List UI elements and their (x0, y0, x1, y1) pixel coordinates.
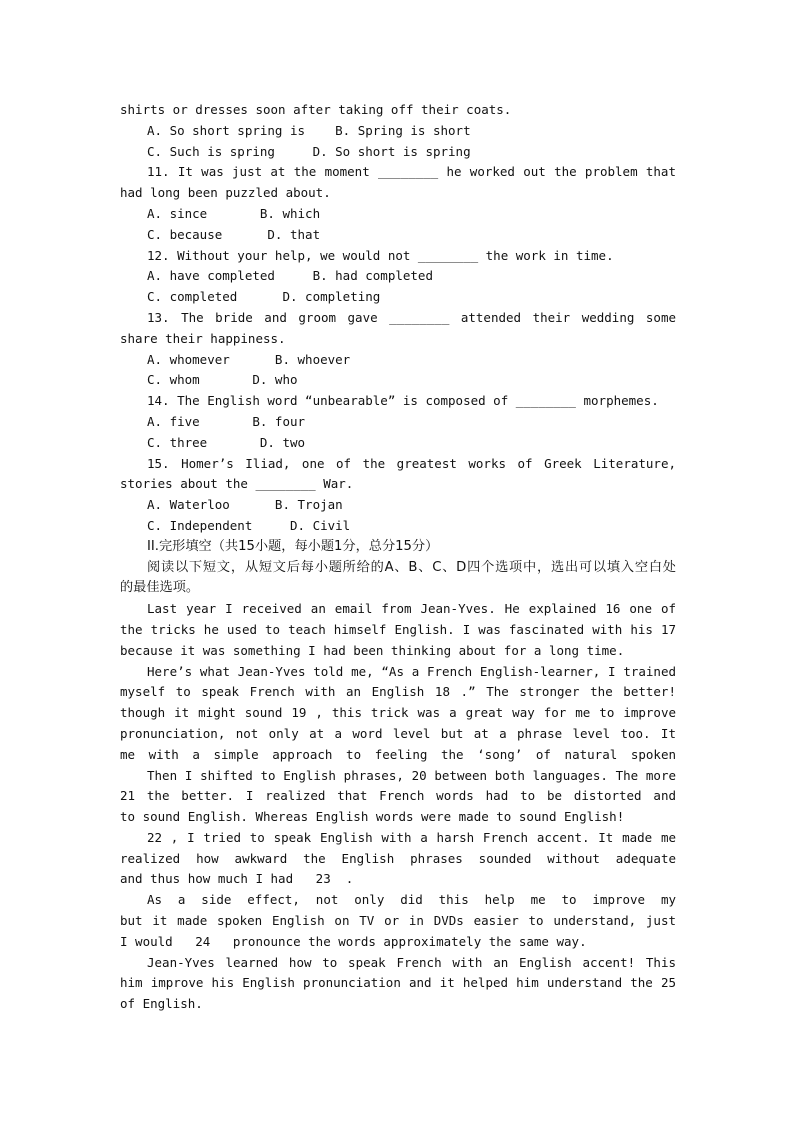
text-line: Then I shifted to English phrases, 20 between both languages. The more (147, 767, 676, 783)
text-line: because it was something I had been thinking about for a long time. (120, 642, 625, 658)
text-line: stories about the ________ War. (120, 476, 354, 492)
text-line: A. So short spring is B. Spring is short (147, 122, 471, 138)
text-line: him improve his English pronunciation and it helped him understand the 25 (120, 975, 676, 991)
text-line: me with a simple approach to feeling the ‘song’ of natural spoken (120, 746, 676, 762)
text-line: C. whom D. who (147, 372, 298, 388)
text-line: 11. It was just at the moment ________ he worked out the problem that (147, 164, 676, 180)
text-line: A. whomever B. whoever (147, 351, 351, 367)
text-line: shirts or dresses soon after taking off their coats. (120, 102, 512, 117)
text-line: As a side effect, not only did this help me to improve my (147, 892, 676, 908)
text-line: pronunciation, not only at a word level but at a phrase level too. It (120, 725, 676, 741)
text-line: share their happiness. (120, 330, 286, 346)
text-line: 的最佳选项。 (120, 580, 200, 596)
text-line: 12. Without your help, we would not ________ the work in time. (147, 247, 614, 263)
text-line: C. three D. two (147, 434, 306, 450)
text-line: A. Waterloo B. Trojan (147, 497, 343, 513)
text-line: 阅读以下短文，从短文后每小题所给的A、B、C、D四个选项中，选出可以填入空白处 (147, 559, 676, 575)
text-line: C. Independent D. Civil (147, 517, 351, 533)
text-line: A. have completed B. had completed (147, 268, 433, 284)
text-line: 22 , I tried to speak English with a harsh French accent. It made me (147, 829, 676, 845)
text-line: and thus how much I had 23 . (120, 871, 354, 887)
text-line: 15. Homer’s Iliad, one of the greatest works of Greek Literature, (147, 455, 676, 471)
text-line: realized how awkward the English phrases sounded without adequate (120, 850, 676, 866)
text-line: but it made spoken English on TV or in DVDs easier to understand, just (120, 913, 676, 929)
text-line: A. five B. four (147, 413, 306, 429)
text-line: though it might sound 19 , this trick was a great way for me to improve (120, 705, 676, 721)
document-page (120, 100, 676, 1015)
text-line: Last year I received an email from Jean-Yves. He explained 16 one of (147, 601, 676, 617)
text-line: myself to speak French with an English 18 .” The stronger the better! (120, 684, 676, 700)
text-line: of English. (120, 996, 203, 1012)
text-line: A. since B. which (147, 205, 321, 221)
text-line: 14. The English word “unbearable” is composed of ________ morphemes. (147, 393, 659, 409)
text-line: C. because D. that (147, 226, 321, 242)
text-line: C. Such is spring D. So short is spring (147, 143, 471, 159)
text-line: I would 24 pronounce the words approximately the same way. (120, 933, 587, 949)
text-line: C. completed D. completing (147, 289, 381, 305)
text-line: II.完形填空（共15小题，每小题1分，总分15分） (147, 538, 439, 554)
text-line: Jean-Yves learned how to speak French with an English accent! This (147, 954, 676, 970)
text-line: the tricks he used to teach himself English. I was fascinated with his 17 (120, 621, 676, 637)
text-line: 13. The bride and groom gave ________ attended their wedding some (147, 309, 676, 325)
text-line: 21 the better. I realized that French words had to be distorted and (120, 788, 676, 804)
text-line: had long been puzzled about. (120, 185, 331, 201)
text-line: Here’s what Jean-Yves told me, “As a French English-learner, I trained (147, 663, 676, 679)
text-line: to sound English. Whereas English words were made to sound English! (120, 809, 625, 825)
